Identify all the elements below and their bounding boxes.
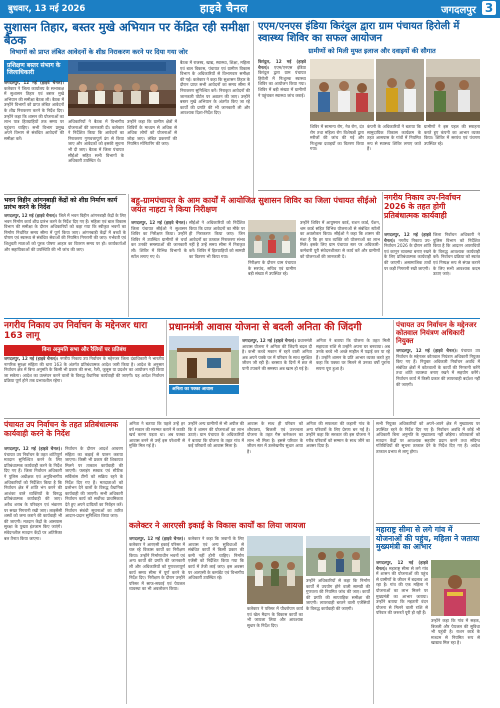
story1-body-col3: उन्होंने कहा कि ग्रामीण क्षेत्रों में शिविरों के माध्यम से अधिक से अधिक लोगों को योजनाओं से जोड़ा जाए। लंबित प्रकरणों की नियमित मॉनिटरिंग की जाए।: [127, 119, 177, 147]
story1-body-col2: अधिकारियों ने बैठक में विभागीय योजनाओं की जानकारी दी। कलेक्टर ने निर्देशित किया कि आवेदनों का निराकरण गुणवत्तापूर्ण ढंग से किया जाए और आवेदकों को इसकी सूचना भी दी जाए। बैठक में जिला पंचायत सीईओ सहित सभी विभागों के अधिकारी उपस्थित थे।: [68, 119, 124, 164]
story3-body-col1: जगदलपुर, 12 मई (हाइवे चैनल)। जिला पंचायत सीईओ ने सुशासन शिविर का निरीक्षण किया। उन्होंने शिविर में उपस्थित ग्रामीणों से चर्चा कर उनकी समस्याओं की जानकारी ली। शिविर में विभिन्न विभागों के स्टॉल लगाए गए थे।: [131, 220, 187, 259]
story3-body-col2: सीईओ ने अधिकारियों को निर्देशित किया कि प्राप्त आवेदनों का मौके पर ही निराकरण किया जाए। जिन आवेदनों का तत्काल निराकरण संभव नहीं है उन्हें समय सीमा में निराकृत करें। शिविर में हितग्राहियों को सामग्री का वितरण भी किया गया।: [189, 220, 245, 259]
story9-photo-2: [306, 536, 370, 576]
story1-dateline: जगदलपुर, 12 मई (हाइवे चैनल)।: [4, 80, 64, 85]
page-number: 3: [482, 1, 496, 15]
story10-dateline: जगदलपुर, 12 मई (हाइवे चैनल)।: [376, 560, 428, 571]
story1-subhead: विभागों को प्राप्त लंबित आवेदनों के शीघ्र निराकरण करने पर दिया गया जोर: [10, 48, 188, 56]
story6-body-col5: आवास के साथ ही परिवार को शौचालय, बिजली एवं उज्ज्वला योजना के तहत गैस कनेक्शन का लाभ भी मिला है। इससे परिवार के जीवन स्तर में उल्लेखनीय सुधार आया है।: [247, 421, 303, 454]
story4-body-col1: जगदलपुर, 12 मई (हाइवे चैनल)। नगरीय निकाय उप-निर्वाचन 2026 के दौरान शांति एवं कानून व्यवस्था बनाए रखने के लिए प्रतिबंधात्मक कार्यवाही की जाएगी। असामाजिक तत्वों पर कड़ी निगरानी रखी जाएगी।: [384, 232, 431, 271]
story7-dateline: जगदलपुर, 12 मई (हाइवे चैनल)।: [396, 348, 458, 353]
story9-body-col2: कलेक्टर ने कहा कि जवानों के लिए आवास एवं अन्य सुविधाओं से संबंधित कार्यों में किसी प्रकार की कमी नहीं होनी चाहिए। निर्माण एजेंसी को निर्देशित किया गया कि कार्य में तेजी लाई जाए। इस अवसर पर आरएसी के कमांडेंट एवं विभागीय अधिकारी उपस्थित रहे।: [188, 536, 244, 581]
story2-dateline: किरंदुल, 12 मई (हाइवे चैनल)।: [258, 59, 306, 70]
story4-dateline: जगदलपुर, 12 मई (हाइवे चैनल)।: [384, 232, 431, 243]
story2-headline: एएम/एनएस इंडिया किरंदुल द्वारा ग्राम पंचायत हिरोली में स्वास्थ्य शिविर का सफल आयोजन: [258, 21, 460, 44]
story2-photo-2: [376, 59, 424, 121]
story2-photo-1: [310, 59, 374, 121]
story3-dateline: जगदलपुर, 12 मई (हाइवे चैनल)।: [131, 220, 187, 225]
story6-body-col6: अनिता की सफलता की कहानी गांव के अन्य परिवारों के लिए प्रेरणा बन गई है। उन्होंने कहा कि सरकार की इस योजना ने गरीब परिवारों को सम्मान के साथ जीने का अवसर दिया है।: [306, 421, 370, 449]
story2-body-col4: ग्रामीणों ने इस पहल की सराहना करते हुए कंपनी का आभार व्यक्त किया। शिविर में सरपंच एवं पंचगण उपस्थित रहे।: [424, 124, 480, 146]
story1-body-col4: बैठक में राजस्व, खाद्य, स्वास्थ्य, शिक्षा, महिला एवं बाल विकास, पंचायत एवं ग्रामीण विकास विभाग के अधिकारियों से विभागवार समीक्षा की गई। कलेक्टर ने कहा कि सुशासन तिहार के दौरान प्राप्त सभी आवेदनों का समय सीमा में निराकरण सुनिश्चित करें। निराकृत आवेदनों की जानकारी पोर्टल पर अद्यतन की जाए। उन्होंने बस्तर मुखे अभियान के अंतर्गत किए जा रहे कार्यों की प्रगति की भी जानकारी ली और आवश्यक दिशा-निर्देश दिए।: [180, 60, 250, 116]
story7-body-cont: सभी नियुक्त अधिकारियों को अपने-अपने क्षेत्र में मुख्यालय पर उपस्थित रहने के निर्देश दिए गए हैं। निर्वाचन अवधि में कोई भी अधिकारी बिना अनुमति के मुख्यालय नहीं छोड़ेगा। कोतवालों को मतदान केंद्रों पर आवश्यक सहयोग प्रदान करने तथा संदिग्ध गतिविधियों की सूचना तत्काल देने के निर्देश दिए गए हैं। आदेश तत्काल प्रभाव से लागू होगा।: [376, 421, 480, 454]
story10-body-col2: उन्होंने कहा कि गांव में सड़क, बिजली और पेयजल की सुविधा भी पहुंची है। राशन कार्ड के माध्यम से नियमित रूप से खाद्यान्न मिल रहा है।: [431, 618, 480, 646]
story2-photo-3: [426, 59, 480, 121]
story6-dateline: जगदलपुर, 12 मई (हाइवे चैनल)।: [242, 338, 297, 343]
story4-body-col2: जिला निर्वाचन अधिकारी ने पुलिस विभाग को निर्देशित किया है कि आदतन अपराधियों के विरुद्ध आवश्यक कार्यवाही करें। निर्वाचन प्रक्रिया को स्वतंत्र एवं निष्पक्ष रूप से संपन्न कराने के लिए सभी आवश्यक कदम उठाए जाएं।: [433, 232, 480, 277]
story7-body: जगदलपुर, 12 मई (हाइवे चैनल)। पंचायत उप निर्वाचन के मद्देनजर कोतवाल नियंत्रण अधिकारी नियुक्त किए गए हैं। नियुक्त अधिकारी निर्वाचन अवधि में संबंधित क्षेत्रों में कोतवालों के कार्यों की निगरानी करेंगे तथा शांति व्यवस्था बनाए रखने में सहयोग करेंगे। निर्वाचन कार्य में किसी प्रकार की लापरवाही बर्दाश्त नहीं की जाएगी।: [396, 348, 480, 387]
story8-body-col2: निर्वाचन के दौरान आदर्श आचरण संहिता का कड़ाई से पालन कराया जाएगा। किसी भी प्रकार की शिकायत मिलने पर तत्काल कार्यवाही की जाएगी। फ्लाइंग स्क्वाड एवं स्टैटिक सर्विलांस टीमों को सक्रिय रहने के निर्देश दिए गए हैं। मतदाताओं को प्रलोभन देने वालों के विरुद्ध वैधानिक कार्यवाही की जाएगी। सभी अधिकारी निर्वाचन कार्य को सर्वोच्च प्राथमिकता देते हुए अपने दायित्वों का निर्वहन करें। निर्वाचन संबंधी सूचनाओं का त्वरित आदान-प्रदान सुनिश्चित किया जाए।: [65, 446, 123, 519]
story6-headline: प्रधानमंत्री आवास योजना से बदली अनिता की जिंदगी: [169, 322, 362, 333]
story3-body-col4: उन्होंने शिविर में आयुष्मान कार्ड, राशन कार्ड, पेंशन, श्रम कार्ड सहित विभिन्न योजनाओं से संबंधित स्टॉलों का अवलोकन किया। सीईओ ने कहा कि शासन की मंशा है कि हर पात्र व्यक्ति को योजनाओं का लाभ मिले। इसके लिए ग्राम पंचायत स्तर पर अधिकारी-कर्मचारी पूरी संवेदनशीलता से कार्य करें और ग्रामीणों को योजनाओं की जानकारी दें।: [300, 220, 380, 259]
story9-body-col3: कलेक्टर ने परिसर में पौधरोपण कार्य एवं खेल मैदान के विकास कार्यों का भी जायजा लिया और आवश्यक सुधार के निर्देश दिए।: [247, 606, 303, 628]
story3-photo: [248, 220, 296, 258]
story8-body-col1: जगदलपुर, 12 मई (हाइवे चैनल)। पंचायत उप निर्वाचन के तहत शांतिपूर्ण मतदान सुनिश्चित करने के लिए प्रतिबंधात्मक कार्यवाही करने के निर्देश दिए गए हैं। जिला निर्वाचन अधिकारी ने पुलिस अधीक्षक एवं अनुविभागीय अधिकारियों को निर्देशित किया है कि निर्वाचन क्षेत्र में शांति भंग करने की आशंका वाले व्यक्तियों के विरुद्ध प्रतिबंधात्मक कार्यवाही की जाए। अवैध शराब के परिवहन एवं भंडारण पर सख्त निगरानी रखी जाए। लाइसेंसी शस्त्रों को जमा कराने की कार्यवाही भी की जाएगी। मतदान केंद्रों के आसपास सुरक्षा के पुख्ता इंतजाम किए जाएंगे। संवेदनशील मतदान केंद्रों पर अतिरिक्त बल तैनात किया जाएगा।: [4, 446, 62, 541]
story4-headline: नगरीय निकाय उप-निर्वाचन 2026 के तहत होगी प्रतिबंधात्मक कार्यवाही: [384, 193, 461, 220]
story10-photo: [431, 560, 480, 616]
story5-band: बिना अनुमति सभा और रैलियों पर प्रतिबंध: [4, 345, 164, 356]
story6-photo: [169, 336, 239, 384]
story2-subhead: ग्रामीणों को मिली मुफ्त इलाज और दवाइयों की सौगात: [308, 47, 436, 55]
story9-dateline: जगदलपुर, 12 मई (हाइवे चैनल)।: [129, 536, 185, 541]
story6-body-col4: उन्होंने अन्य ग्रामीणों से भी अपील की कि वे शासन की योजनाओं का लाभ उठाएं। ग्राम पंचायत के अधिकारियों ने बताया कि योजना के तहत गांव में कई परिवारों को आवास मिला है।: [188, 421, 244, 449]
story6-body-col1: जगदलपुर, 12 मई (हाइवे चैनल)। प्रधानमंत्री आवास योजना ने अनिता की जिंदगी बदल दी है। कभी कच्चे मकान में रहने वाली अनिता अब अपने पक्के घर में परिवार के साथ सुरक्षित जीवन जी रही हैं। बरसात के दिनों में छत से पानी टपकने की समस्या अब खत्म हो गई है।: [242, 338, 312, 371]
story5-body: जगदलपुर, 12 मई (हाइवे चैनल)। नगरीय निकाय उप निर्वाचन के मद्देनजर जिला दंडाधिकारी ने भारतीय नागरिक सुरक्षा संहिता की धारा 163 के अंतर्गत प्रतिबंधात्मक आदेश जारी किया है। आदेश के अनुसार निर्वाचन क्षेत्र में बिना अनुमति के किसी भी प्रकार की सभा, रैली, जुलूस या प्रदर्शन का आयोजन नहीं किया जा सकेगा। आदेश का उल्लंघन करने वालों के विरुद्ध वैधानिक कार्यवाही की जाएगी। यह आदेश निर्वाचन प्रक्रिया पूर्ण होने तक प्रभावशील रहेगा।: [4, 356, 164, 384]
story9-body-col1: जगदलपुर, 12 मई (हाइवे चैनल)। कलेक्टर ने आरएसी इकाई परिसर में चल रहे विकास कार्यों का निरीक्षण किया। उन्होंने निर्माणाधीन भवनों एवं अन्य कार्यों की प्रगति की जानकारी ली और अधिकारियों को गुणवत्तापूर्ण कार्य समय सीमा में पूर्ण करने के निर्देश दिए। निरीक्षण के दौरान उन्होंने परिसर में साफ-सफाई एवं पेयजल व्यवस्था का भी अवलोकन किया।: [129, 536, 185, 592]
story8-headline: पंचायत उप निर्वाचन के तहत प्रतिबंधात्मक कार्यवाही करने के निर्देश: [4, 420, 119, 438]
story2-body-col3: कंपनी के अधिकारियों ने बताया कि सामुदायिक विकास कार्यक्रम के तहत आसपास के गांवों में नियमित रूप से स्वास्थ्य शिविर लगाए जाते हैं।: [367, 124, 421, 152]
story1-photo: [68, 60, 176, 116]
newspaper-brand: हाइवे चैनल: [200, 2, 249, 15]
story1b-dateline: जगदलपुर, 12 मई (हाइवे चैनल)।: [4, 213, 58, 218]
story6-body-col3: अनिता ने बताया कि पहले उन्हें हर वर्ष मकान की मरम्मत कराने में काफी खर्च करना पड़ता था। अब पक्का आवास बनने से उन्हें इस परेशानी से मुक्ति मिल गई है।: [129, 421, 185, 449]
story3-body-col3: निरीक्षण के दौरान ग्राम पंचायत के सरपंच, सचिव एवं ग्रामीण बड़ी संख्या में उपस्थित रहे।: [248, 260, 296, 277]
story6-body-col2: अनिता ने बताया कि योजना के तहत मिली सहायता राशि से उन्होंने अपना घर बनवाया। अब उनके बच्चे भी अच्छे माहौल में पढ़ाई कर पा रहे हैं। उन्होंने शासन के प्रति आभार व्यक्त करते हुए कहा कि पक्का घर मिलने से उनका वर्षों पुराना सपना पूरा हुआ है।: [316, 338, 390, 371]
edition-city: जगदलपुर: [441, 5, 476, 16]
story10-headline: महाराष्ट्र सीमा से लगे गांव में योजनाओं की पहुंच, महिला ने जताया मुख्यमंत्री का आभार: [376, 525, 480, 552]
story3-headline: बहु-ग्रामपंचायत के आम कार्यों में आयोजित सुशासन शिविर का जिला पंचायत सीईओ जयंत नाहटा ने किया निरीक्षण: [131, 196, 377, 215]
story6-photo-caption: अनिता का पक्का आवास: [169, 385, 239, 394]
story9-headline: कलेक्टर ने आरएसी इकाई के विकास कार्यों का लिया जायजा: [129, 521, 306, 530]
story9-body-col4: उन्होंने अधिकारियों से कहा कि निर्माण कार्यों में उपयोग होने वाली सामग्री की गुणवत्ता की नियमित जांच की जाए। कार्यों की प्रगति की साप्ताहिक समीक्षा की जाएगी। लापरवाही बरतने वाली एजेंसियों के विरुद्ध कार्यवाही की जाएगी।: [306, 578, 370, 611]
story2-body-col1: किरंदुल, 12 मई (हाइवे चैनल)। एएम/एनएस इंडिया किरंदुल द्वारा ग्राम पंचायत हिरोली में निःशुल्क स्वास्थ्य शिविर का आयोजन किया गया। शिविर में बड़ी संख्या में ग्रामीणों ने पहुंचकर स्वास्थ्य जांच कराई।: [258, 59, 306, 98]
story1-headline: सुशासन तिहार, बस्तर मुखे अभियान पर केंद्रित रही समीक्षा बैठक: [4, 20, 250, 48]
story10-body-col1: जगदलपुर, 12 मई (हाइवे चैनल)। महाराष्ट्र सीमा से लगे गांव में शासन की योजनाओं की पहुंच से ग्रामीणों के जीवन में बदलाव आ रहा है। गांव की एक महिला ने योजनाओं का लाभ मिलने पर मुख्यमंत्री का आभार जताया। उन्होंने बताया कि महतारी वंदन योजना से मिलने वाली राशि से परिवार की जरूरतें पूरी हो रही हैं।: [376, 560, 428, 616]
story1b-body: जगदलपुर, 12 मई (हाइवे चैनल)। जिले में भवन विहीन आंगनबाड़ी केंद्रों के लिए भवन निर्माण कार्य शीघ्र प्रारंभ करने के निर्देश दिए गए हैं। महिला एवं बाल विकास विभाग की समीक्षा के दौरान अधिकारियों को कहा गया कि स्वीकृत भवनों का निर्माण निर्धारित समय सीमा में पूर्ण किया जाए। आंगनबाड़ी केंद्रों में बच्चों के पोषण एवं स्वास्थ्य से संबंधित सेवाओं की नियमित निगरानी की जाए। गर्भवती एवं शिशुवती माताओं को पूरक पोषण आहार का वितरण समय पर हो। कार्यकर्ताओं और सहायिकाओं की उपस्थिति की भी जांच की जाए।: [4, 213, 126, 252]
story8-dateline: जगदलपुर, 12 मई (हाइवे चैनल)।: [4, 446, 62, 451]
story5-headline: नगरीय निकाय उप निर्वाचन के मद्देनजर धारा 163 लागू: [4, 321, 148, 342]
story9-photo-1: [247, 536, 303, 604]
issue-date: बुधवार, 13 मई 2026: [8, 4, 86, 14]
story2-body-col2: शिविर में सामान्य रोग, नेत्र रोग, दंत रोग तथा महिला रोग विशेषज्ञों द्वारा मरीजों की जांच की गई और निःशुल्क दवाइयों का वितरण किया गया।: [310, 124, 364, 152]
masthead: [0, 0, 500, 18]
story5-dateline: जगदलपुर, 12 मई (हाइवे चैनल)।: [4, 356, 59, 361]
story1b-headline: भवन विहीन आंगनबाड़ी केंद्रों को शीघ्र निर्माण कार्य प्रारंभ करने के निर्देश: [4, 197, 118, 212]
story1-box-label: प्रशिक्षण बस्तर संभाग के जिलाधिकारी: [4, 60, 70, 82]
story1-body-col1: जगदलपुर, 12 मई (हाइवे चैनल)। कलेक्टर ने जिला कार्यालय के सभाकक्ष में सुशासन तिहार एवं बस्तर मुखे अभियान की समीक्षा बैठक ली। बैठक में उन्होंने विभागों को प्राप्त लंबित आवेदनों के शीघ्र निराकरण करने के निर्देश दिए। उन्होंने कहा कि शासन की योजनाओं का लाभ पात्र हितग्राहियों तक समय पर पहुंचना चाहिए। सभी विभाग प्रमुख अपने विभाग से संबंधित आवेदनों की समीक्षा करें।: [4, 80, 64, 141]
story7-headline: पंचायत उप निर्वाचन के मद्देनजर कोतवाल नियंत्रण अधिकारी नियुक्त: [396, 321, 477, 346]
